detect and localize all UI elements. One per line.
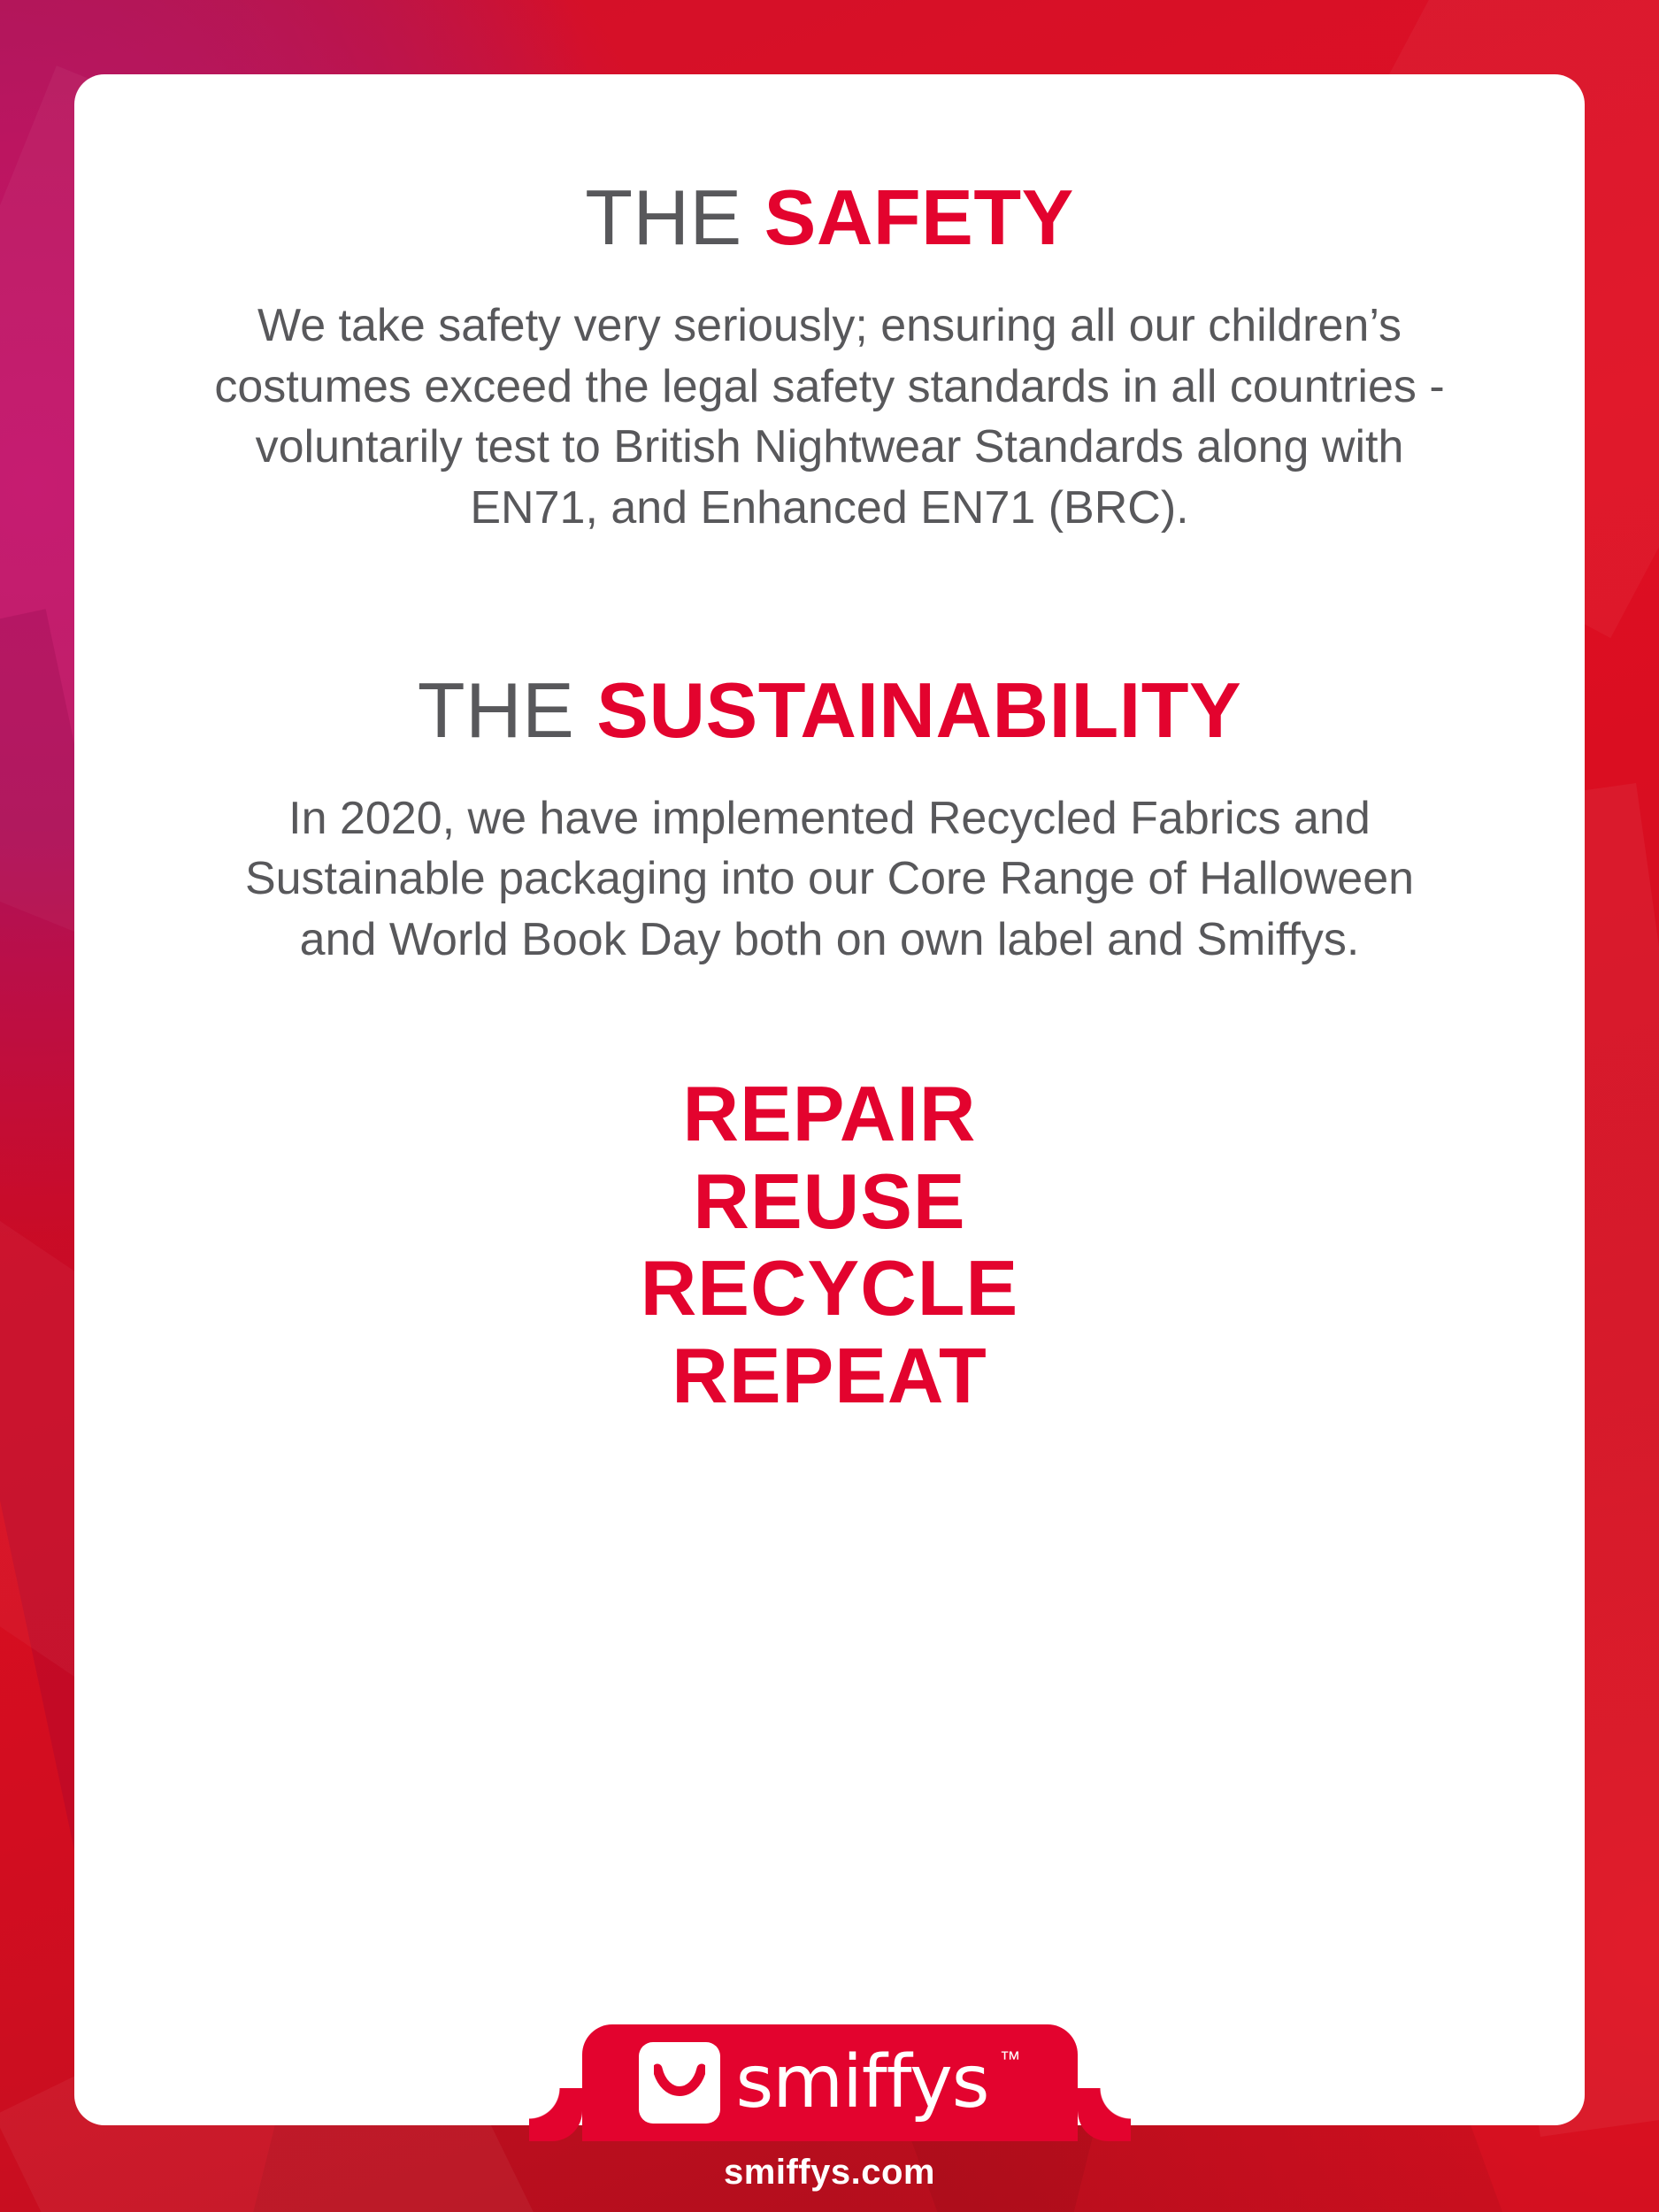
safety-body-text: We take safety very seriously; ensuring all our children’s costumes exceed the legal safety standards in all countries - voluntarily test to British Nightwear Standards along with EN71, and Enhanced EN71 (BRC). xyxy=(214,300,1445,534)
slogan-line-recycle: RECYCLE xyxy=(640,1244,1019,1333)
trademark-symbol: ™ xyxy=(999,2047,1021,2071)
safety-heading-prefix: THE xyxy=(585,173,764,261)
slogan-spacer xyxy=(189,970,1470,1062)
slogan-line-repeat: REPEAT xyxy=(672,1332,987,1420)
content-card xyxy=(74,74,1585,2125)
safety-heading xyxy=(189,173,1470,261)
sustainability-heading-prefix: THE xyxy=(417,665,597,754)
safety-heading-accent: SAFETY xyxy=(764,173,1074,261)
logo-wordmark: smiffys xyxy=(735,2040,989,2124)
slogan-block xyxy=(189,1071,1470,1419)
sustainability-heading-accent: SUSTAINABILITY xyxy=(596,665,1242,754)
sustainability-heading xyxy=(189,665,1470,754)
slogan-line-reuse: REUSE xyxy=(693,1156,966,1245)
slogan-line-repair: REPAIR xyxy=(682,1070,977,1158)
website-url[interactable]: smiffys.com xyxy=(724,2153,935,2192)
logo-tab xyxy=(582,2024,1078,2141)
smiley-icon xyxy=(639,2042,720,2124)
section-spacer xyxy=(189,539,1470,672)
sustainability-body-text: In 2020, we have implemented Recycled Fabrics and Sustainable packaging into our Core Range of Halloween and World Book Day both on own label and Smiffys. xyxy=(244,792,1415,965)
brand-logo[interactable] xyxy=(639,2042,1021,2124)
